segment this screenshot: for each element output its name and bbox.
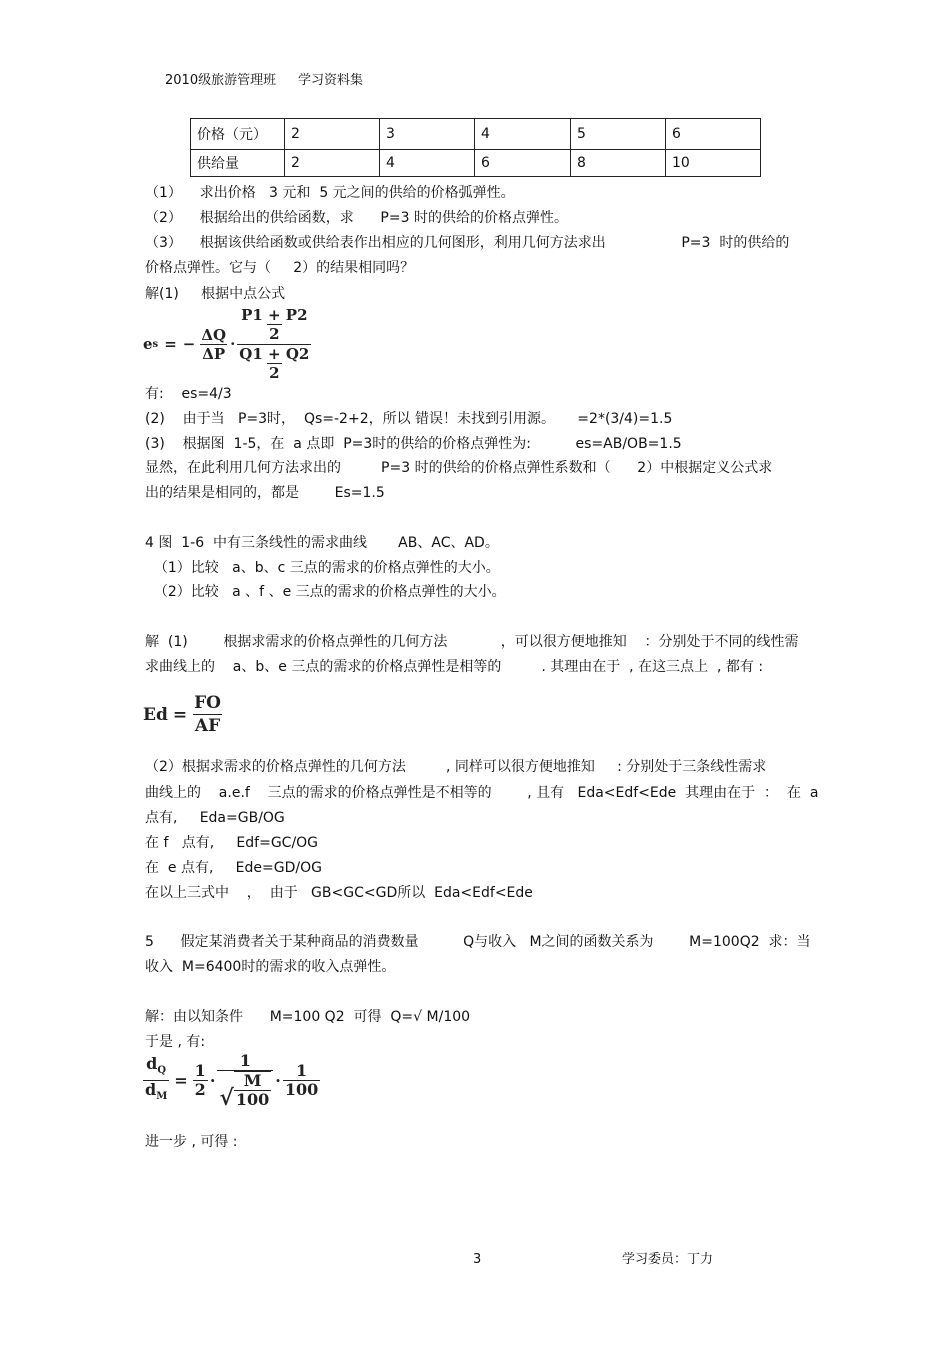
formula-symbol: d [145, 1080, 157, 1099]
formula-equals: = [172, 704, 188, 725]
q3-solution-line: 有: es=4/3 [145, 386, 232, 402]
fraction-numerator: Q1 + Q2 [239, 345, 310, 363]
fraction-one-over-root [217, 1052, 273, 1109]
formula-subscript: Q [157, 1065, 167, 1076]
formula-equals: = [174, 1071, 188, 1090]
fraction-p-over-q [237, 306, 311, 382]
fraction-denominator: 2 [269, 364, 280, 382]
formula-symbol: Ed [143, 704, 168, 725]
q5-statement: 5 假定某消费者关于某种商品的消费数量 Q与收入 M之间的函数关系为 M=100Q2 求：当 [145, 934, 811, 950]
fraction-denominator: 2 [194, 1080, 206, 1099]
q5-statement-cont: 收入 M=6400时的需求的收入点弹性。 [145, 959, 396, 975]
table-row-price [191, 119, 761, 150]
table-cell: 2 [285, 119, 380, 150]
fraction-dq-dm [143, 1055, 169, 1106]
square-root [219, 1071, 271, 1109]
formula-minus: − [182, 335, 196, 353]
fraction-denominator: AF [194, 716, 221, 736]
table-cell: 价格（元） [191, 119, 285, 150]
fraction-half [193, 1062, 208, 1099]
table-cell: 4 [380, 150, 475, 177]
fraction-denominator: ΔP [202, 344, 226, 363]
formula-subscript: s [152, 338, 159, 350]
fraction-numerator: P1 + P2 [241, 306, 308, 324]
fraction-numerator: 1 [239, 1051, 251, 1070]
q4-solution2-line: 点有, Eda=GB/OG [145, 810, 285, 826]
q5-solution-line: 解：由以知条件 M=100 Q2 可得 Q=√ M/100 [145, 1009, 471, 1025]
derivative-formula [143, 1052, 320, 1109]
formula-symbol: e [143, 335, 153, 353]
table-cell: 2 [285, 150, 380, 177]
q3-solution-line: (3) 根据图 1-5，在 a 点即 P=3时的供给的价格点弹性为: es=AB/OB=1.5 [145, 436, 682, 452]
fraction-denominator: 100 [284, 1080, 319, 1099]
formula-dot: · [209, 1071, 216, 1090]
table-cell: 供给量 [191, 150, 285, 177]
fraction-fo-af [192, 692, 223, 737]
q4-statement: 4 图 1-6 中有三条线性的需求曲线 AB、AC、AD。 [145, 535, 499, 551]
fraction-numerator: 1 [295, 1061, 308, 1080]
header-class-name: 2010级旅游管理班 [165, 73, 277, 88]
fraction-m-100 [234, 1071, 271, 1109]
q3-solution-line: 显然，在此利用几何方法求出的 P=3 时的供给的价格点弹性系数和（ 2）中根据定义公式求 [145, 460, 773, 476]
page-number: 3 [473, 1252, 482, 1267]
fraction-numerator: FO [194, 693, 221, 713]
q4-item-1: （1）比较 a、b、c 三点的需求的价格点弹性的大小。 [145, 560, 500, 576]
q5-tail: 进一步 , 可得 : [145, 1134, 238, 1150]
q3-solution-line: 出的结果是相同的，都是 Es=1.5 [145, 485, 385, 501]
table-cell: 6 [475, 150, 571, 177]
formula-equals: = [164, 335, 177, 353]
fraction-denominator [143, 1080, 169, 1106]
q4-item-2: （2）比较 a 、f 、e 三点的需求的价格点弹性的大小。 [145, 584, 506, 600]
fraction-denominator [217, 1070, 273, 1109]
q3-solution-line: (2) 由于当 P=3时， Qs=-2+2，所以 错误！未找到引用源。 =2*(3/4)=1.5 [145, 411, 673, 427]
q4-solution2-line: 在 e 点有, Ede=GD/OG [145, 860, 322, 876]
table-cell: 5 [571, 119, 666, 150]
header-title: 学习资料集 [298, 73, 364, 88]
q4-solution2-line: 曲线上的 a.e.f 三点的需求的价格点弹性是不相等的 , 且有 Eda<Edf<Ede 其理由在于 ： 在 a [145, 785, 819, 801]
table-cell: 4 [475, 119, 571, 150]
supply-table [190, 118, 761, 177]
q4-solution-line: 求曲线上的 a、b、e 三点的需求的价格点弹性是相等的 . 其理由在于 , 在这三点上 , 都有 : [145, 659, 764, 675]
formula-symbol: d [146, 1053, 158, 1073]
q3-solution-title: 解(1) 根据中点公式 [145, 286, 286, 302]
q3-item-3-cont: 价格点弹性。它与（ 2）的结果相同吗？ [145, 260, 415, 276]
q4-solution2-line: （2）根据求需求的价格点弹性的几何方法 , 同样可以很方便地推知 : 分别处于三条线性需求 [145, 759, 767, 775]
fraction-numerator: 1 [194, 1061, 206, 1080]
fraction-one-hundred [283, 1062, 320, 1099]
table-cell: 8 [571, 150, 666, 177]
q5-solution-line: 于是 , 有: [145, 1034, 206, 1050]
fraction-dq-dp [199, 326, 228, 363]
footer-committee: 学习委员：丁力 [622, 1252, 714, 1267]
fraction-numerator: M [243, 1071, 262, 1090]
formula-subscript: M [156, 1091, 168, 1103]
fraction-numerator [144, 1055, 168, 1080]
ed-formula [143, 692, 223, 737]
formula-dot: · [230, 335, 236, 353]
q3-item-3: （3） 根据该供给函数或供给表作出相应的几何图形，利用几何方法求出 P=3 时的供给的 [145, 235, 790, 251]
table-cell: 10 [666, 150, 761, 177]
radical-sign-icon: √ [219, 1085, 234, 1111]
q3-item-1: （1） 求出价格 3 元和 5 元之间的供给的价格弧弹性。 [145, 185, 515, 201]
midpoint-formula [143, 306, 311, 382]
formula-dot: · [275, 1071, 281, 1090]
table-cell: 3 [380, 119, 475, 150]
q4-solution-line: 解 (1) 根据求需求的价格点弹性的几何方法 ，可以很方便地推知 ：分别处于不同的线性需 [145, 634, 799, 650]
q3-item-2: （2） 根据给出的供给函数，求 P=3 时的供给的价格点弹性。 [145, 210, 568, 226]
fraction-p-avg [239, 306, 309, 344]
fraction-numerator: ΔQ [201, 325, 227, 344]
q4-solution2-line: 在 f 点有, Edf=GC/OG [145, 835, 319, 851]
table-cell: 6 [666, 119, 761, 150]
table-row-supply [191, 150, 761, 177]
fraction-q-avg [237, 344, 311, 382]
fraction-denominator: 2 [269, 325, 280, 343]
fraction-denominator: 100 [235, 1090, 270, 1109]
q4-solution2-line: 在以上三式中 ， 由于 GB<GC<GD所以 Eda<Edf<Ede [145, 885, 533, 901]
